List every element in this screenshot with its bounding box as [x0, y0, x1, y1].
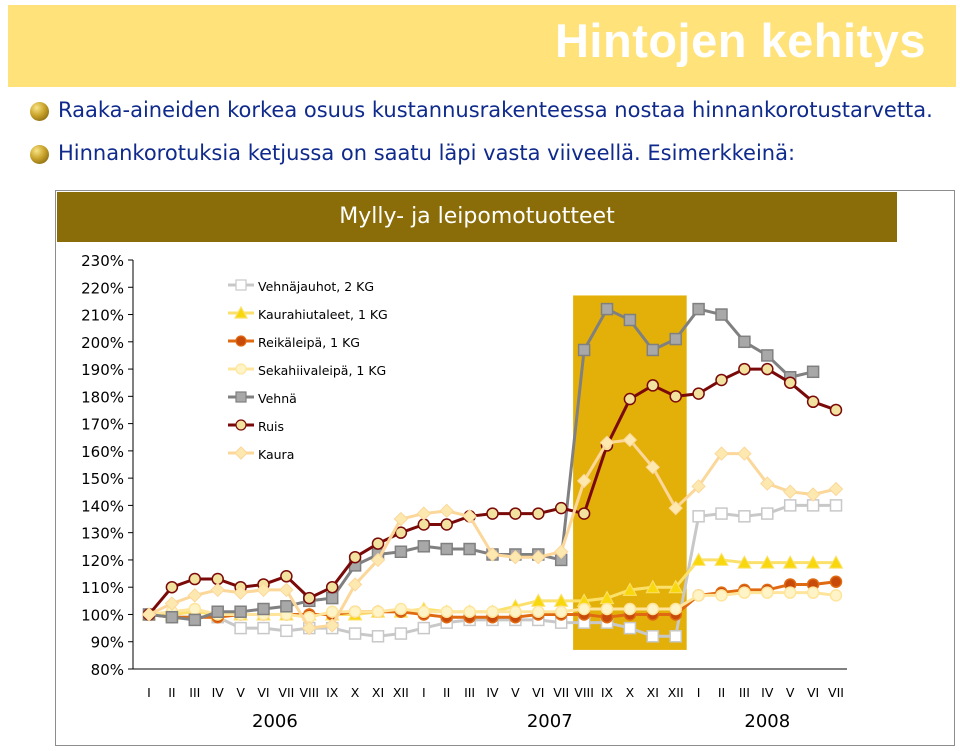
data-point — [280, 583, 293, 596]
data-point — [166, 612, 177, 623]
data-point — [258, 623, 269, 634]
data-point — [188, 589, 201, 602]
x-tick-label: VII — [828, 685, 844, 700]
data-point — [373, 606, 384, 617]
x-tick-label: X — [350, 685, 360, 700]
x-tick-label: X — [625, 685, 635, 700]
data-point — [487, 508, 498, 519]
x-tick-label: VII — [553, 685, 570, 700]
data-point — [647, 604, 658, 615]
data-point — [670, 604, 681, 615]
y-tick-label: 200% — [81, 333, 124, 352]
chart-title: Mylly- ja leipomotuotteet — [57, 192, 897, 242]
x-tick-label: VI — [257, 685, 270, 700]
x-tick-label: XII — [667, 685, 684, 700]
x-tick-label: IX — [600, 685, 614, 700]
data-point — [533, 508, 544, 519]
data-point — [785, 587, 796, 598]
data-point — [395, 628, 406, 639]
data-point — [579, 344, 590, 355]
x-tick-label: XII — [392, 685, 409, 700]
data-point — [189, 604, 200, 615]
year-label: 2008 — [744, 711, 791, 732]
data-point — [258, 604, 269, 615]
legend-swatch — [228, 389, 254, 405]
data-point — [739, 587, 750, 598]
y-tick-label: 150% — [81, 470, 124, 489]
x-tick-label: III — [189, 685, 201, 700]
data-point — [807, 488, 820, 501]
data-point — [556, 606, 567, 617]
legend-swatch — [228, 333, 254, 349]
data-point — [281, 625, 292, 636]
y-tick-label: 220% — [81, 279, 124, 298]
data-point — [784, 485, 797, 498]
data-point — [831, 404, 842, 415]
data-point — [304, 593, 315, 604]
y-tick-label: 210% — [81, 306, 124, 325]
y-tick-label: 140% — [81, 497, 124, 516]
x-tick-label: I — [421, 685, 426, 700]
y-tick-label: 190% — [81, 361, 124, 380]
data-point — [510, 508, 521, 519]
x-tick-label: II — [168, 685, 176, 700]
data-point — [464, 544, 475, 555]
legend-swatch — [228, 361, 254, 377]
data-point — [670, 631, 681, 642]
data-point — [624, 394, 635, 405]
y-tick-label: 120% — [81, 551, 124, 570]
data-point — [808, 366, 819, 377]
data-point — [693, 388, 704, 399]
x-tick-label: XI — [371, 685, 385, 700]
data-point — [441, 606, 452, 617]
data-point — [602, 604, 613, 615]
data-point — [739, 364, 750, 375]
data-point — [350, 628, 361, 639]
y-tick-label: 170% — [81, 415, 124, 434]
series-line-7 — [149, 440, 836, 628]
data-point — [762, 587, 773, 598]
data-point — [418, 623, 429, 634]
data-point — [830, 483, 843, 496]
data-point — [441, 519, 452, 530]
data-point — [602, 304, 613, 315]
legend-swatch — [228, 445, 254, 461]
y-tick-label: 180% — [81, 388, 124, 407]
data-point — [693, 511, 704, 522]
data-point — [739, 511, 750, 522]
series-line-6 — [149, 369, 836, 614]
x-tick-label: II — [717, 685, 726, 700]
x-tick-label: VIII — [299, 685, 320, 700]
data-point — [624, 604, 635, 615]
data-point — [212, 606, 223, 617]
data-point — [350, 606, 361, 617]
data-point — [394, 513, 407, 526]
data-point — [624, 623, 635, 634]
data-point — [624, 314, 635, 325]
legend-label: Ruis — [258, 419, 285, 434]
x-tick-label: IV — [211, 685, 224, 700]
x-tick-label: VIII — [574, 685, 594, 700]
x-tick-label: IV — [761, 685, 774, 700]
data-point — [235, 606, 246, 617]
data-point — [417, 507, 430, 520]
x-tick-label: XI — [646, 685, 659, 700]
legend-label: Reikäleipä, 1 KG — [258, 335, 360, 350]
y-tick-label: 130% — [81, 524, 124, 543]
data-point — [418, 606, 429, 617]
x-tick-label: IX — [326, 685, 339, 700]
data-point — [533, 606, 544, 617]
data-point — [647, 380, 658, 391]
data-point — [670, 391, 681, 402]
data-point — [647, 631, 658, 642]
y-tick-label: 80% — [90, 661, 124, 679]
data-point — [716, 374, 727, 385]
data-point — [211, 583, 224, 596]
bullet-text-2: Hinnankorotuksia ketjussa on saatu läpi vasta viiveellä. Esimerkkeinä: — [58, 141, 796, 165]
data-point — [189, 574, 200, 585]
x-tick-label: VI — [806, 685, 820, 700]
x-tick-label: V — [236, 685, 245, 700]
y-tick-label: 110% — [81, 579, 124, 598]
x-tick-label: I — [147, 685, 151, 700]
x-tick-label: I — [696, 685, 701, 700]
year-label: 2006 — [252, 711, 298, 732]
data-point — [647, 344, 658, 355]
x-tick-label: II — [443, 685, 451, 700]
y-tick-label: 100% — [81, 606, 124, 625]
data-point — [373, 631, 384, 642]
x-tick-label: VI — [532, 685, 545, 700]
data-point — [373, 538, 384, 549]
data-point — [281, 601, 292, 612]
data-point — [487, 606, 498, 617]
x-tick-label: III — [738, 685, 750, 700]
data-point — [418, 541, 429, 552]
data-point — [556, 503, 567, 514]
data-point — [395, 604, 406, 615]
data-point — [579, 508, 590, 519]
data-point — [510, 606, 521, 617]
legend-label: Kaurahiutaleet, 1 KG — [258, 307, 388, 322]
data-point — [739, 336, 750, 347]
legend-swatch — [228, 277, 254, 293]
data-point — [464, 606, 475, 617]
data-point — [831, 576, 842, 587]
data-point — [281, 571, 292, 582]
data-point — [785, 377, 796, 388]
x-tick-label: IV — [486, 685, 499, 700]
data-point — [395, 546, 406, 557]
data-point — [716, 508, 727, 519]
data-point — [785, 500, 796, 511]
data-point — [831, 500, 842, 511]
legend-swatch — [228, 417, 254, 433]
data-point — [189, 614, 200, 625]
data-point — [327, 582, 338, 593]
data-point — [350, 552, 361, 563]
data-point — [762, 364, 773, 375]
y-tick-label: 160% — [81, 442, 124, 461]
data-point — [762, 350, 773, 361]
data-point — [441, 544, 452, 555]
y-tick-label: 90% — [90, 633, 124, 652]
legend-label: Vehnäjauhot, 2 KG — [258, 279, 375, 294]
slide-title: Hintojen kehitys — [554, 14, 926, 67]
data-point — [693, 304, 704, 315]
data-point — [235, 623, 246, 634]
data-point — [327, 593, 338, 604]
data-point — [762, 508, 773, 519]
data-point — [670, 334, 681, 345]
data-point — [166, 582, 177, 593]
data-point — [808, 587, 819, 598]
data-point — [463, 510, 476, 523]
legend-label: Vehnä — [258, 391, 297, 406]
x-tick-label: V — [785, 685, 795, 700]
data-point — [579, 604, 590, 615]
data-point — [831, 590, 842, 601]
x-tick-label: VII — [278, 685, 295, 700]
year-label: 2007 — [526, 711, 573, 732]
legend-swatch — [228, 305, 254, 321]
data-point — [716, 590, 727, 601]
data-point — [440, 504, 453, 517]
data-point — [693, 590, 704, 601]
data-point — [716, 309, 727, 320]
x-tick-label: V — [511, 685, 520, 700]
data-point — [808, 396, 819, 407]
bullet-text-1: Raaka-aineiden korkea osuus kustannusrakenteessa nostaa hinnankorotustarvetta. — [58, 98, 933, 122]
y-tick-label: 230% — [81, 252, 124, 270]
legend-label: Kaura — [258, 447, 295, 462]
x-tick-label: III — [464, 685, 476, 700]
legend-label: Sekahiivaleipä, 1 KG — [258, 363, 387, 378]
